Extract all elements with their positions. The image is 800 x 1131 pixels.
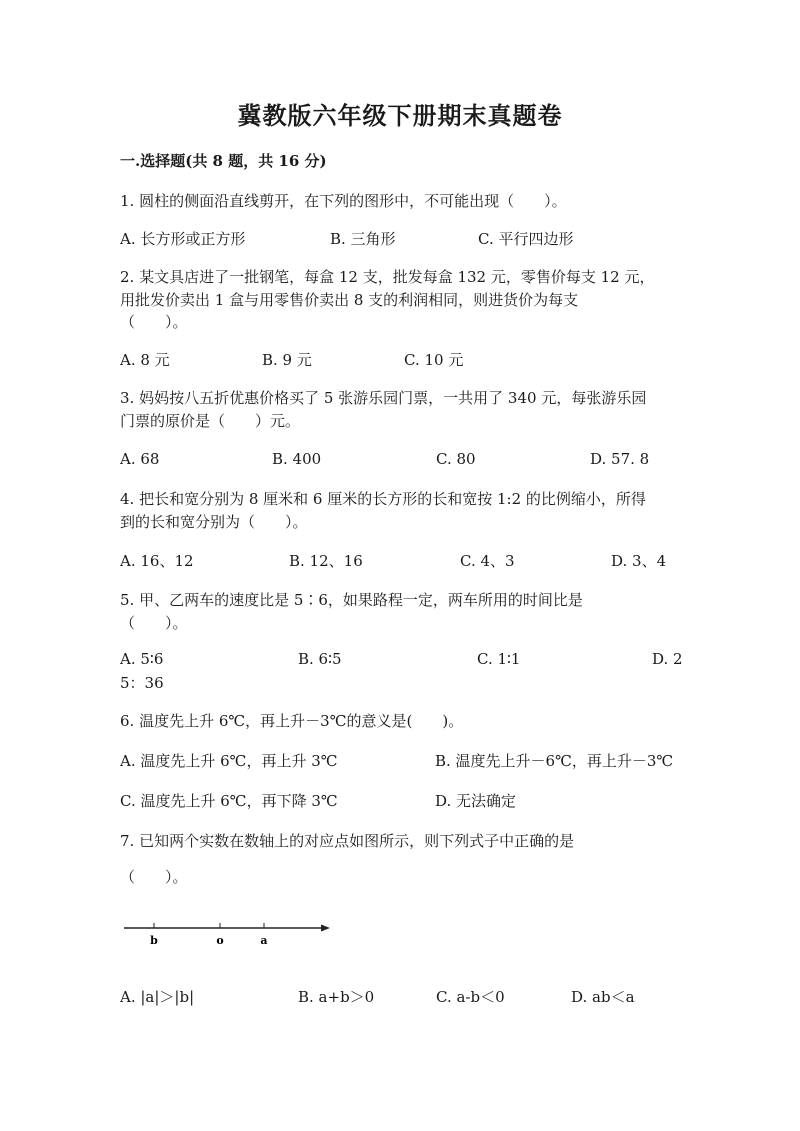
q1-option-c[interactable]: C. 平行四边形 xyxy=(478,230,574,248)
q5-option-b[interactable]: B. 6∶5 xyxy=(298,650,342,668)
number-line-arrow-icon xyxy=(321,925,330,932)
q6-option-b[interactable]: B. 温度先上升－6℃，再上升－3℃ xyxy=(435,752,674,770)
q7-option-c[interactable]: C. a-b＜0 xyxy=(436,988,505,1006)
q4-line-2: 到的长和宽分别为（ ）。 xyxy=(120,513,308,531)
q4-option-b[interactable]: B. 12、16 xyxy=(289,552,363,570)
q1-line-1: 1. 圆柱的侧面沿直线剪开，在下列的图形中，不可能出现（ ）。 xyxy=(120,192,567,210)
q7-option-b[interactable]: B. a+b＞0 xyxy=(298,988,375,1006)
q3-option-a[interactable]: A. 68 xyxy=(120,450,160,468)
q5-line-1: 5. 甲、乙两车的速度比是 5∶6，如果路程一定，两车所用的时间比是 xyxy=(120,591,583,609)
q2-option-c[interactable]: C. 10 元 xyxy=(404,351,464,369)
q1-option-b[interactable]: B. 三角形 xyxy=(330,230,396,248)
q2-option-b[interactable]: B. 9 元 xyxy=(262,351,312,369)
number-line-figure xyxy=(120,916,340,952)
q1-option-a[interactable]: A. 长方形或正方形 xyxy=(120,230,246,248)
q6-option-d[interactable]: D. 无法确定 xyxy=(435,792,517,810)
q7-option-a[interactable]: A. |a|＞|b| xyxy=(120,988,195,1006)
point-label-b: b xyxy=(150,934,158,947)
q4-option-c[interactable]: C. 4、3 xyxy=(460,552,515,570)
q3-option-d[interactable]: D. 57. 8 xyxy=(590,450,650,468)
q5-option-a[interactable]: A. 5∶6 xyxy=(120,650,164,668)
q5-option-d-wrap: 5：36 xyxy=(120,674,164,692)
q5-line-2: （ ）。 xyxy=(120,614,188,632)
q7-line-2: （ ）。 xyxy=(120,868,188,886)
q5-option-d[interactable]: D. 2 xyxy=(652,650,683,668)
q4-line-1: 4. 把长和宽分别为 8 厘米和 6 厘米的长方形的长和宽按 1:2 的比例缩小，所得 xyxy=(120,490,646,508)
q6-option-c[interactable]: C. 温度先上升 6℃，再下降 3℃ xyxy=(120,792,338,810)
q4-option-d[interactable]: D. 3、4 xyxy=(611,552,667,570)
exam-title: 冀教版六年级下册期末真题卷 xyxy=(237,101,563,130)
q2-line-3: （ ）。 xyxy=(120,313,188,331)
q3-line-2: 门票的原价是（ ）元。 xyxy=(120,412,301,430)
q7-line-1: 7. 已知两个实数在数轴上的对应点如图所示，则下列式子中正确的是 xyxy=(120,832,575,850)
q5-option-c[interactable]: C. 1∶1 xyxy=(477,650,521,668)
q2-line-1: 2. 某文具店进了一批钢笔，每盒 12 支，批发每盒 132 元，零售价每支 12 元， xyxy=(120,268,655,286)
q3-line-1: 3. 妈妈按八五折优惠价格买了 5 张游乐园门票，一共用了 340 元，每张游乐园 xyxy=(120,389,647,407)
q6-line-1: 6. 温度先上升 6℃，再上升－3℃的意义是( )。 xyxy=(120,712,464,730)
q4-option-a[interactable]: A. 16、12 xyxy=(120,552,194,570)
q7-option-d[interactable]: D. ab＜a xyxy=(571,988,635,1006)
point-label-o: o xyxy=(216,934,224,947)
point-label-a: a xyxy=(260,934,268,947)
q6-option-a[interactable]: A. 温度先上升 6℃，再上升 3℃ xyxy=(120,752,338,770)
section-heading: 一.选择题(共 8 题，共 16 分) xyxy=(120,152,327,170)
q3-option-c[interactable]: C. 80 xyxy=(436,450,476,468)
q2-option-a[interactable]: A. 8 元 xyxy=(120,351,170,369)
q2-line-2: 用批发价卖出 1 盒与用零售价卖出 8 支的利润相同，则进货价为每支 xyxy=(120,291,579,309)
q3-option-b[interactable]: B. 400 xyxy=(272,450,322,468)
